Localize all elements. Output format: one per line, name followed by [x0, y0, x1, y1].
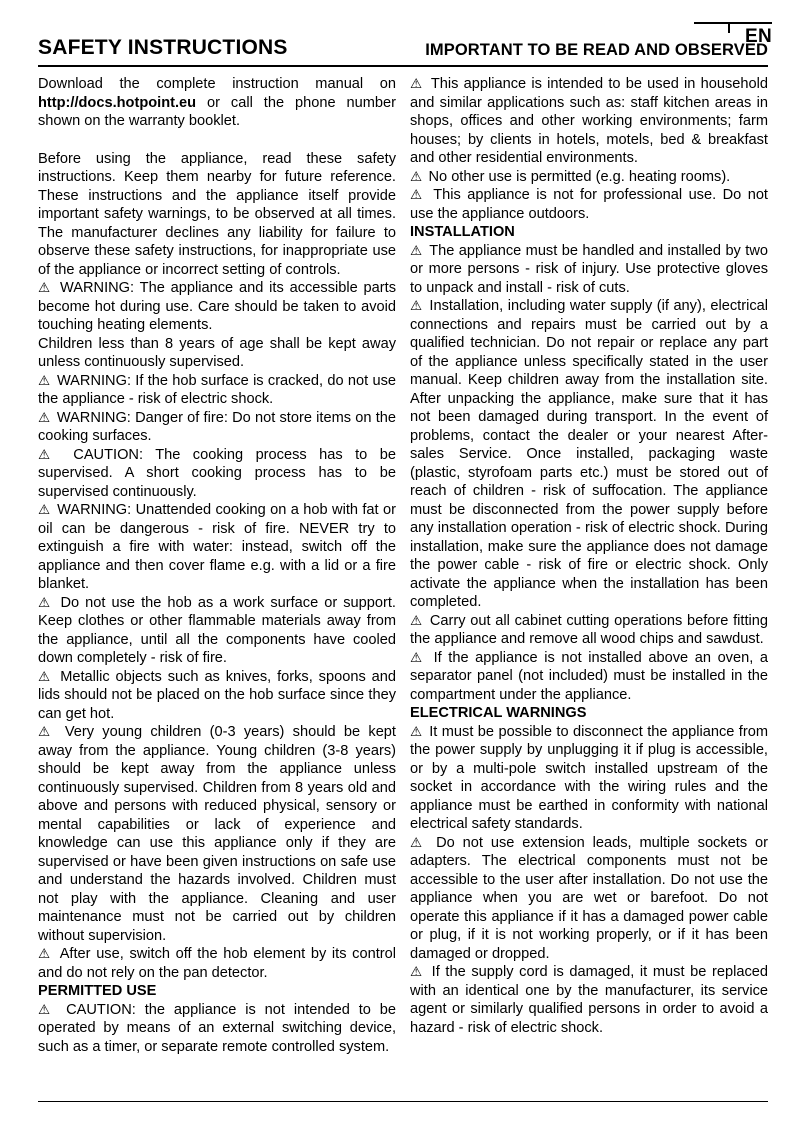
warning-paragraph [410, 723, 768, 834]
right-column [410, 75, 768, 1056]
text-segment: CAUTION: the appliance is not intended to be operated by means of an external switching device, such as a timer, or separate remote controlled system. [38, 1001, 396, 1055]
warning-paragraph [38, 279, 396, 335]
text-segment: Carry out all cabinet cutting operations before fitting the appliance and remove all wood chips and sawdust. [410, 612, 768, 647]
left-column [38, 75, 396, 1056]
warning-icon: ⚠ [38, 1001, 65, 1018]
page-header [38, 36, 768, 67]
warning-paragraph [410, 834, 768, 964]
warning-paragraph [38, 409, 396, 446]
section-heading [410, 704, 768, 723]
text-segment: CAUTION: The cooking process has to be supervised. A short cooking process has to be supervised continuously. [38, 446, 396, 500]
warning-paragraph [38, 723, 396, 945]
text-segment: This appliance is intended to be used in household and similar applications such as: staff kitchen areas in shops, offices and other working environments; farm houses; by clients in hotels, motels, bed & breakfast and other residential environments. [410, 76, 768, 166]
warning-paragraph [410, 242, 768, 298]
text-segment: Installation, including water supply (if any), electrical connections and repairs must be carried out by a qualified technician. Do not repair or replace any part of the appliance unless specifically stated in the user manual. Keep children away from the installation site. After unpacking the appliance, make sure that it has not been damaged during transport. In the event of problems, contact the dealer or your nearest After-sales Service. Once installed, packaging waste (plastic, styrofoam parts etc.) must be stored out of reach of children - risk of suffocation. The appliance must be disconnected from the power supply before any installation operation - risk of electric shock. During installation, make sure the appliance does not damage the power cable - risk of fire or electric shock. Only activate the appliance when the installation has been completed. [410, 298, 768, 610]
text-segment: Children less than 8 years of age shall be kept away unless continuously supervised. [38, 335, 396, 370]
text-segment: Do not use the hob as a work surface or support. Keep clothes or other flammable materials away from the appliance, until all the components have cooled down completely - risk of fire. [38, 594, 396, 666]
warning-icon: ⚠ [410, 612, 428, 629]
language-badge: EN [745, 26, 772, 47]
footer-rule [38, 1101, 768, 1102]
warning-icon: ⚠ [410, 298, 428, 314]
warning-paragraph [410, 186, 768, 223]
warning-icon: ⚠ [410, 834, 435, 851]
warning-paragraph [410, 75, 768, 168]
warning-icon: ⚠ [410, 168, 427, 185]
paragraph [38, 150, 396, 280]
warning-paragraph [38, 594, 396, 668]
warning-paragraph [38, 501, 396, 594]
section-heading [38, 982, 396, 1001]
warning-icon: ⚠ [38, 409, 55, 426]
warning-paragraph [38, 668, 396, 724]
text-segment: If the supply cord is damaged, it must be replaced with an identical one by the manufacturer, its service agent or similarly qualified persons in order to avoid a hazard - risk of electric shock. [410, 964, 768, 1036]
section-heading [410, 223, 768, 242]
text-segment: It must be possible to disconnect the appliance from the power supply by unplugging it if plug is accessible, or by a multi-pole switch installed upstream of the socket in accordance with the wiring rules and the appliance must be earthed in conformity with national electrical safety standards. [410, 723, 768, 832]
warning-paragraph [38, 372, 396, 409]
warning-icon: ⚠ [410, 649, 432, 666]
warning-paragraph [410, 963, 768, 1037]
text-segment: Before using the appliance, read these safety instructions. Keep them nearby for future reference. These instructions and the appliance itself provide important safety warnings, to be observed at all times. The manufacturer declines any liability for failure to observe these safety instructions, for inappropriate use of the appliance or incorrect setting of controls. [38, 150, 396, 278]
text-segment: INSTALLATION [410, 224, 515, 240]
warning-paragraph [410, 612, 768, 649]
content-columns [38, 75, 768, 1056]
warning-paragraph [38, 446, 396, 502]
language-rule [694, 22, 772, 24]
warning-paragraph [410, 297, 768, 612]
text-segment: PERMITTED USE [38, 983, 157, 999]
warning-icon: ⚠ [38, 446, 72, 463]
text-segment: WARNING: Danger of fire: Do not store items on the cooking surfaces. [38, 409, 396, 444]
warning-icon: ⚠ [410, 76, 429, 92]
text-segment: Very young children (0-3 years) should be kept away from the appliance. Young children (3-8 years) should be kept away from the appliance unless continuously supervised. Children from 8 years old and above and persons with reduced physical, sensory or mental capabilities or lack of experience and knowledge can use this appliance only if they are supervised or have been given instructions on safe use and understand the hazards involved. Children must not play with the appliance. Cleaning and user maintenance must not be carried out by children without supervision. [38, 724, 396, 944]
warning-icon: ⚠ [410, 242, 428, 259]
text-segment: After use, switch off the hob element by its control and do not rely on the pan detector. [38, 946, 396, 981]
language-badge-block [694, 22, 772, 48]
page-subtitle: IMPORTANT TO BE READ AND OBSERVED [425, 41, 768, 59]
paragraph [38, 75, 396, 131]
text-segment: WARNING: If the hob surface is cracked, do not use the appliance - risk of electric shock. [38, 372, 396, 407]
warning-icon: ⚠ [410, 964, 430, 980]
warning-icon: ⚠ [410, 723, 428, 740]
warning-paragraph [410, 168, 768, 187]
warning-icon: ⚠ [38, 372, 55, 389]
warning-paragraph [38, 945, 396, 982]
text-segment: No other use is permitted (e.g. heating rooms). [428, 168, 731, 185]
text-segment: Do not use extension leads, multiple sockets or adapters. The electrical components must not be accessible to the user after installation. Do not use the appliance when you are wet or barefoot. Do not operate this appliance if it has a damaged power cable or plug, if it is not working properly, or if it has been damaged or dropped. [410, 834, 768, 962]
warning-icon: ⚠ [38, 502, 56, 518]
warning-icon: ⚠ [38, 668, 59, 685]
warning-icon: ⚠ [38, 724, 63, 740]
text-segment: WARNING: The appliance and its accessible parts become hot during use. Care should be taken to avoid touching heating elements. [38, 280, 396, 333]
text-segment: If the appliance is not installed above an oven, a separator panel (not included) must be installed in the compartment under the appliance. [410, 649, 768, 703]
text-segment: Download the complete instruction manual on [38, 76, 396, 92]
warning-icon: ⚠ [38, 594, 59, 611]
text-segment: This appliance is not for professional use. Do not use the appliance outdoors. [410, 187, 768, 222]
warning-icon: ⚠ [410, 187, 432, 203]
text-segment: ELECTRICAL WARNINGS [410, 705, 587, 721]
text-segment: Metallic objects such as knives, forks, spoons and lids should not be placed on the hob surface since they can get hot. [38, 668, 396, 722]
warning-icon: ⚠ [38, 280, 59, 296]
text-segment: or call the phone number shown on the warranty booklet. [38, 94, 396, 129]
warning-icon: ⚠ [38, 946, 58, 962]
text-segment: WARNING: Unattended cooking on a hob with fat or oil can be dangerous - risk of fire. NEVER try to extinguish a fire with water: instead, switch off the appliance and then cover flame e.g. with a lid or a fire blanket. [38, 502, 396, 592]
warning-paragraph [410, 649, 768, 705]
text-segment: The appliance must be handled and installed by two or more persons - risk of injury. Use protective gloves to unpack and install - risk of cuts. [410, 242, 768, 296]
page-title: SAFETY INSTRUCTIONS [38, 36, 288, 59]
url-text: http://docs.hotpoint.eu [38, 94, 197, 111]
warning-paragraph [38, 1001, 396, 1057]
paragraph [38, 335, 396, 372]
